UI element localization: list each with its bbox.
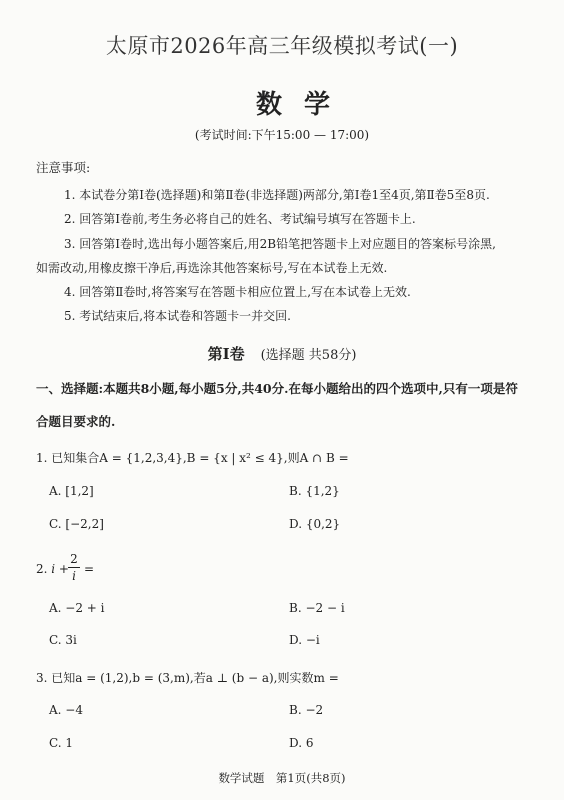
question-3-option-b: B. −2 <box>289 703 324 717</box>
notes-heading: 注意事项: <box>36 160 91 175</box>
question-3-stem: 3. 已知a = (1,2),b = (3,m),若a ⊥ (b − a),则实数m = <box>36 671 339 685</box>
question-2-number: 2. <box>36 562 52 576</box>
question-1-option-d: D. {0,2} <box>289 517 341 531</box>
question-2-option-b: B. −2 − i <box>289 601 345 615</box>
question-2-suffix: = <box>84 562 95 576</box>
question-1-option-a: A. [1,2] <box>49 484 94 498</box>
note-item: 4. 回答第Ⅱ卷时,将答案写在答题卡相应位置上,写在本试卷上无效. <box>64 285 411 299</box>
question-2-lead: i + <box>51 562 69 576</box>
instructions-line: 合题目要求的. <box>36 414 116 429</box>
note-item: 3. 回答第Ⅰ卷时,选出每小题答案后,用2B铅笔把答题卡上对应题目的答案标号涂黑, <box>64 237 496 251</box>
instructions-line: 一、选择题:本题共8小题,每小题5分,共40分.在每小题给出的四个选项中,只有一项是符 <box>36 381 518 396</box>
question-3-option-c: C. 1 <box>49 736 74 750</box>
question-3-option-d: D. 6 <box>289 736 314 750</box>
question-1-option-c: C. [−2,2] <box>49 517 104 531</box>
fraction-numerator: 2 <box>70 552 78 566</box>
fraction-denominator: i <box>72 569 76 583</box>
note-item: 2. 回答第Ⅰ卷前,考生务必将自己的姓名、考试编号填写在答题卡上. <box>64 212 416 226</box>
question-1-stem: 1. 已知集合A = {1,2,3,4},B = {x | x² ≤ 4},则A ∩ B = <box>36 451 349 465</box>
question-2-stem <box>36 562 69 576</box>
section-title: 第Ⅰ卷 <box>207 345 245 363</box>
question-2-option-c: C. 3i <box>49 633 77 647</box>
question-2-option-d: D. −i <box>289 633 320 647</box>
note-item: 1. 本试卷分第Ⅰ卷(选择题)和第Ⅱ卷(非选择题)两部分,第Ⅰ卷1至4页,第Ⅱ卷5至8页. <box>64 188 490 202</box>
exam-title: 太原市2026年高三年级模拟考试(一) <box>105 34 459 58</box>
note-item: 5. 考试结束后,将本试卷和答题卡一并交回. <box>64 309 291 323</box>
exam-time: (考试时间:下午15:00 — 17:00) <box>194 128 370 142</box>
subject-heading: 数学 <box>255 90 352 120</box>
fraction-bar <box>68 567 80 568</box>
note-item: 如需改动,用橡皮擦干净后,再选涂其他答案标号,写在本试卷上无效. <box>36 261 388 275</box>
section-header <box>0 343 564 364</box>
question-1-option-b: B. {1,2} <box>289 484 340 498</box>
question-2-option-a: A. −2 + i <box>49 601 105 615</box>
page-footer: 数学试题 第1页(共8页) <box>218 771 346 785</box>
question-2-fraction <box>68 552 80 583</box>
question-3-option-a: A. −4 <box>49 703 83 717</box>
section-subtitle: (选择题 共58分) <box>260 348 357 363</box>
